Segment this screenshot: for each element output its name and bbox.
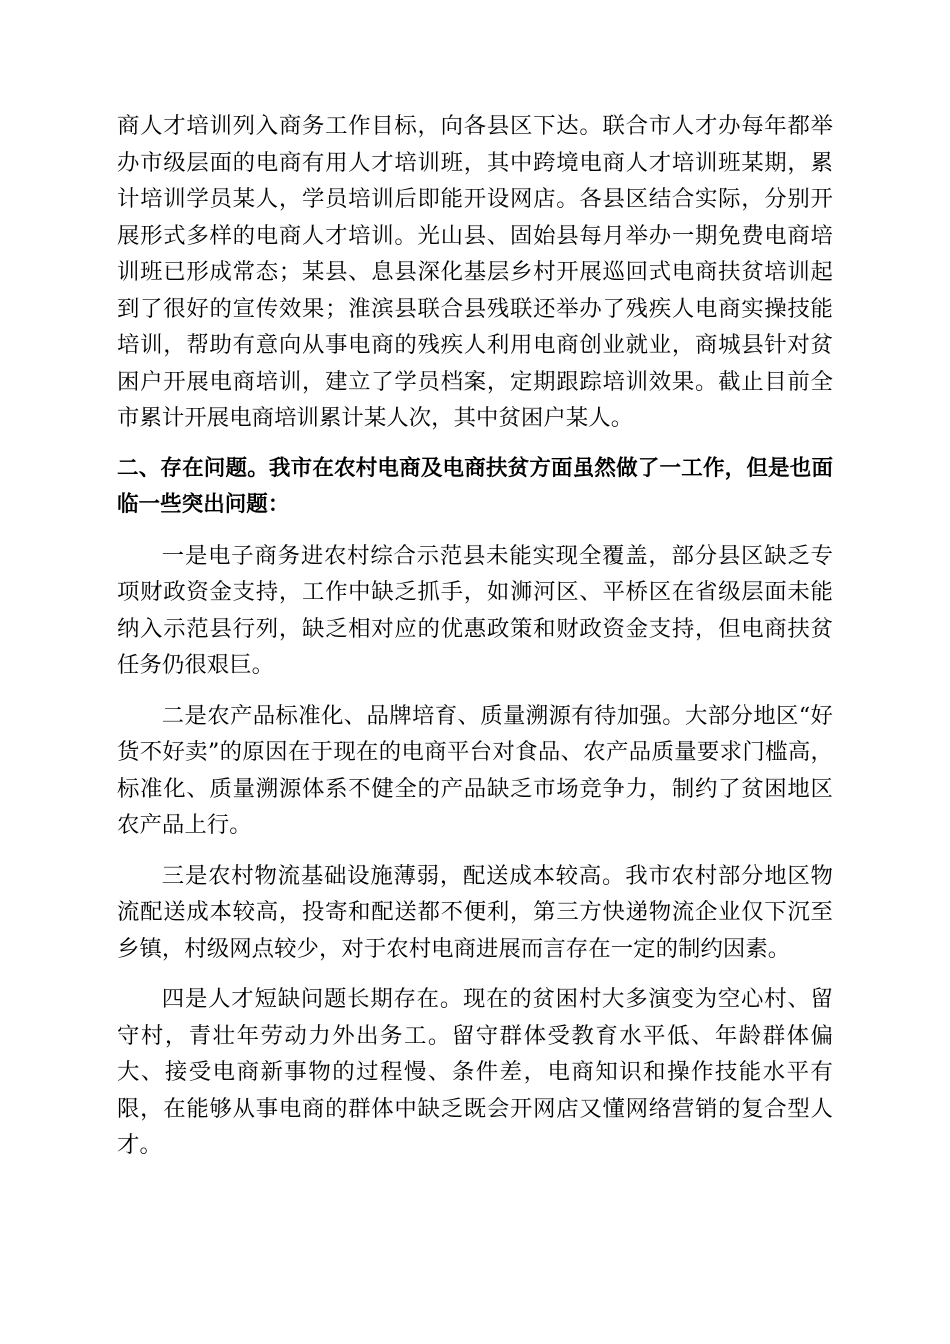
- paragraph-problem-3: 三是农村物流基础设施薄弱，配送成本较高。我市农村部分地区物流配送成本较高，投寄和配送都不便利，第三方快递物流企业仅下沉至乡镇，村级网点较少，对于农村电商进展而言存在一定的制约因素。: [117, 862, 833, 962]
- document-body: [117, 108, 833, 1164]
- paragraph-problem-4: 四是人才短缺问题长期存在。现在的贫困村大多演变为空心村、留守村，青壮年劳动力外出务工。留守群体受教育水平低、年龄群体偏大、接受电商新事物的过程慢、条件差，电商知识和操作技能水平有限，在能够从事电商的群体中缺乏既会开网店又懂网络营销的复合型人才。: [117, 986, 833, 1158]
- paragraph-problem-2: 二是农产品标准化、品牌培育、质量溯源有待加强。大部分地区“好货不好卖”的原因在于现在的电商平台对食品、农产品质量要求门槛高，标准化、质量溯源体系不健全的产品缺乏市场竞争力，制约了贫困地区农产品上行。: [117, 702, 833, 838]
- section-heading-problems: 二、存在问题。我市在农村电商及电商扶贫方面虽然做了一工作，但是也面临一些突出问题：: [117, 455, 833, 517]
- paragraph-training-continuation: 商人才培训列入商务工作目标，向各县区下达。联合市人才办每年都举办市级层面的电商有用人才培训班，其中跨境电商人才培训班某期，累计培训学员某人，学员培训后即能开设网店。各县区结合实际，分别开展形式多样的电商人才培训。光山县、固始县每月举办一期免费电商培训班已形成常态；某县、息县深化基层乡村开展巡回式电商扶贫培训起到了很好的宣传效果；淮滨县联合县残联还举办了残疾人电商实操技能培训，帮助有意向从事电商的残疾人利用电商创业就业，商城县针对贫困户开展电商培训，建立了学员档案，定期跟踪培训效果。截止目前全市累计开展电商培训累计某人次，其中贫困户某人。: [117, 113, 833, 431]
- paragraph-problem-1: 一是电子商务进农村综合示范县未能实现全覆盖，部分县区缺乏专项财政资金支持，工作中缺乏抓手，如浉河区、平桥区在省级层面未能纳入示范县行列，缺乏相对应的优惠政策和财政资金支持，但电商扶贫任务仍很艰巨。: [117, 542, 833, 678]
